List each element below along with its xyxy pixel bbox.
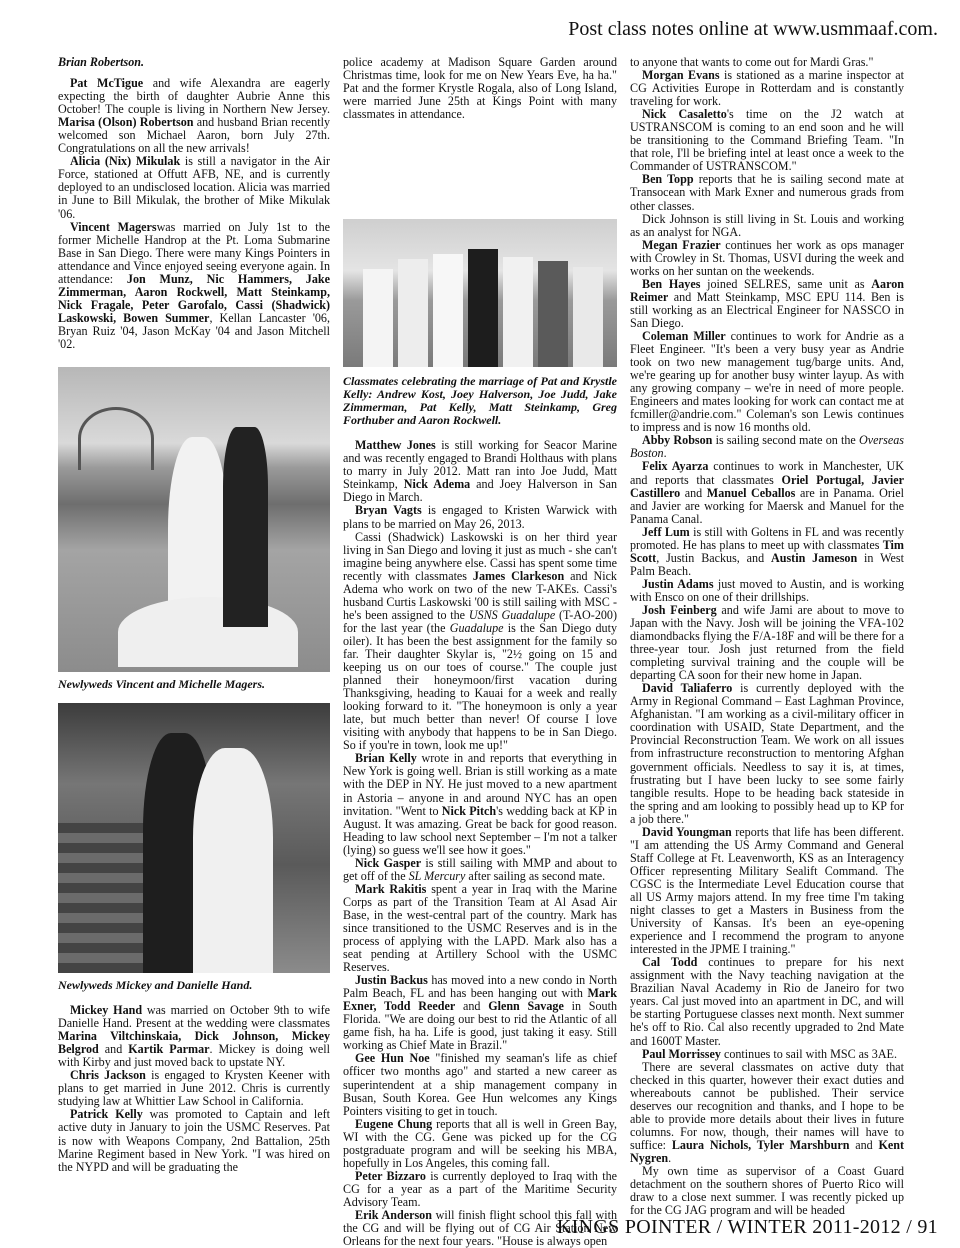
name-text: Pat McTigue [70,76,144,91]
body-text: continues to work for Andrie as a Fleet Engineer. "It's been a very busy year as Andrie took on two new management tug/barge units. And, we're gearing up for another busy winter layup. As with any growing company – we're in need of more people. Engineers and mates looking for work can contact me at fcmiller@andrie.com." Coleman's son Lewis continues to impress and is now 16 months old. [630,328,905,435]
name-text: Jon Munz, Nic Hammers, Jake Zimmerman, Aaron Rockwell, Matt Steinkamp, Nick Fragale, Peter Garofalo, Cassi (Shadwick) Laskowski, Bowen Summer [58,271,330,325]
name-text: Felix Ayarza [642,459,709,474]
body-text: reports that all is well in Green Bay, WI with the CG. Gene was picked up for the CG postgraduate program and will be seeking his MBA, hopefully in Los Angeles, this coming fall. [343,1116,617,1170]
name-text: Austin Jameson [771,550,858,565]
wedding-photo-hand [58,703,330,973]
paragraph [58,77,330,155]
name-text: Aaron Reimer [630,276,904,304]
name-text: David Youngman [642,824,732,839]
name-text: David Taliaferro [642,681,733,696]
paragraph [343,531,617,753]
paragraph [630,1061,904,1165]
paragraph [343,1118,617,1170]
photo-caption: Newlyweds Vincent and Michelle Magers. [58,677,265,692]
body-text: and husband Brian recently welcomed son Michael Aaron, born July 27th. Congratulations on all the new arrivals! [58,115,330,156]
name-text: Erik Anderson [355,1208,432,1222]
photo-caption: Newlyweds Mickey and Danielle Hand. [58,978,253,993]
body-text: has moved into a new condo in North Palm Beach, FL and has been hanging out with [343,973,617,1001]
body-text: is currently deployed with the Army in Regional Command – East Laghman Province, Afghanistan. "I am working as a civil-military officer in coordination with USAID, State Department, and the Provincial Reconstruction Team. We work on all issues from infrastructure reconstruction to mentoring Afghan government officials. Needless to say it is, at times, frustrating but I have been lucky to see some fairly tangible results. Hope to be heading back stateside in the spring and am looking to possibly head up to KP for a job there." [630,681,904,826]
name-text: Megan Frazier [642,237,721,252]
column-2 [343,56,617,1248]
paragraph [58,1004,330,1069]
body-text: wrote in and reports that everything in New York is going well. Brian is still working as a mate with the DEP in NY. He just moved to a new apartment in Astoria – anyone in and around NYC has an open invitation. "Went to [343,751,617,818]
body-text: and wife Jami are about to move to Japan with the Navy. Josh will be joining the VFA-102 diamondbacks flying the F/A-18F and will be there for a three-year tour. Josh just returned from the field completing survival training and the couple will be departing CA soon for their new home in Japan. [630,602,904,683]
paragraph [630,956,904,1047]
column-1 [58,56,330,1174]
paragraph [58,56,330,69]
name-text: Ben Hayes [642,276,701,291]
name-text: Kent Nygren [630,1137,904,1165]
paragraph [343,752,617,856]
name-text: Morgan Evans [642,68,720,83]
column-3 [630,56,904,1217]
name-text: Peter Bizzaro [355,1168,426,1183]
body-text: There are several classmates on active duty that checked in this quarter, however their exact duties and whereabouts cannot be published. Their service deserves our recognition and thanks, and I hope to be able to provide more details about their lives in future columns. For now, though, their names will have to suffice: [630,1059,904,1152]
body-text: and [680,485,707,500]
body-text: and Nick Adema who work on two of the new T-AKEs. Cassi's husband Curtis Laskowski '00 is still sailing with MSC - he's been assigned to the [343,568,617,622]
body-text: is the San Diego duty oiler). It has been the best assignment for the family so far. Their daughter Skylar is, "2½ going on 15 and keeping us on our toes of course." The couple just planned their honeymoon/first vacation during Thanksgiving, heading to Kauai for a week and really looking forward to it. "The honeymoon is only a year late, but much better than never! Of course I love visiting with anybody that happens to be in San Diego. So if you're in town, look me up!" [343,620,617,753]
body-text: continues to work in Manchester, UK and reports that classmates [630,459,905,487]
body-text: , Kellan Lancaster '06, Bryan Ruiz '04, Jason McKay '04 and Jason Mitchell '02. [58,310,330,351]
paragraph [58,221,330,351]
paragraph [630,604,904,682]
body-text: was married on October 9th to wife Danielle Hand. Present at the wedding were classmates [58,1003,330,1031]
body-text: and Joey Halverson in San Diego in March. [343,477,618,505]
group-photo-kelly-wedding [343,219,617,367]
paragraph [630,578,904,604]
paragraph [343,883,617,974]
paragraph [630,460,904,525]
name-text: Marina Viltchinskaia, Dick Johnson, Mickey Belgrod [58,1029,330,1057]
name-text: Ben Topp [642,172,694,187]
online-notes-header: Post class notes online at www.usmmaaf.com. [568,18,938,40]
body-text: is engaged to Krysten Keener with plans to get married in June 2012. Chris is currently studying law at Whittier Law School in California. [58,1068,330,1109]
name-text: Alicia (Nix) Mikulak [70,154,181,169]
name-text: Gee Hun Noe [355,1051,430,1066]
name-text: Brian Kelly [355,751,417,766]
body-text: and [98,1042,129,1057]
name-text: Justin Backus [355,973,428,988]
body-text: , Justin Backus, and [656,550,772,565]
name-text: Vincent Magers [70,219,157,234]
body-text: are in Panama. Oriel and Javier are working for Maersk and Manuel for the Panama Canal. [630,485,905,526]
body-text: . [668,1150,672,1165]
body-text: in West Palm Beach. [630,550,904,578]
ship-name: SL Mercury [408,868,466,883]
name-text: Justin Adams [642,576,714,591]
name-text: Nick Pitch [441,803,497,818]
body-text: just moved to Austin, and is working with Ensco on one of their drillships. [630,576,904,604]
name-text: Jeff Lum [642,524,690,539]
paragraph [58,1108,330,1173]
body-text: 's time on the J2 watch at USTRANSCOM is coming to an end soon and he will be transitioning to the Command Briefing Team. "In that role, I'll be briefing intel at least once a week to the Commander of USTRANSCOM." [630,107,905,174]
name-text: Nick Casaletto [642,107,727,122]
name-text: Josh Feinberg [642,602,717,617]
page-folio: KINGS POINTER / WINTER 2011-2012 / 91 [556,1216,938,1238]
paragraph [343,1052,617,1117]
body-text: continues her work as ops manager with Crowley in St. Thomas, USVI during the week and works on her suntan on the weekends. [630,237,904,278]
name-text: James Clarkeson [472,568,565,583]
body-text: . [663,446,667,461]
paragraph: to anyone that wants to come out for Mardi Gras." [630,55,874,69]
body-text: is still a navigator in the Air Force, stationed at Offutt AFB, NE, and is currently deployed to an undisclosed location. Alicia was married in June to Bill Mikulak, the brother of Mike Mikulak '06. [58,154,330,221]
paragraph [343,974,617,1052]
paragraph [343,857,617,883]
wedding-photo-magers [58,367,330,672]
paragraph [630,330,904,434]
body-text: is engaged to Kristen Warwick with plans to be married on May 26, 2013. [343,503,617,531]
name-text: Paul Morrissey [642,1046,721,1061]
paragraph [630,108,904,173]
body-text: is still sailing with MMP and about to get off of the [343,855,617,883]
body-text: in South Florida. "We are doing our best to rid the Atlantic of all game fish, ha ha. Life is good, just taking it easy. Still working as Chief Mate in Brazil." [343,999,617,1053]
body-text: is still working for Seacor Marine and was recently engaged to Brandi Holthaus with plans to marry in July 2012. Matt ran into Joe Judd, Matt Steinkamp, [343,438,618,492]
body-text: is currently deployed to Iraq with the CG for a year as a part of the Maritime Security Advisory Team. [343,1168,617,1209]
paragraph [630,69,904,108]
name-text: Oriel Portugal, Javier Castillero [630,472,904,500]
body-text: reports that he is sailing second mate at Transocean with Mark Exner and numerous grads from other classes. [630,172,904,213]
body-text: will finish flight school this fall with the CG and will be flying out of CG Air Station New Orleans for the next four years. "House is always open [343,1208,618,1248]
paragraph [343,504,617,530]
name-text: Patrick Kelly [70,1107,143,1122]
paragraph [630,682,904,826]
body-text: Cassi (Shadwick) Laskowski is on her third year living in San Diego and loving it just as much - she can't imagine being anywhere else. Cassi has spent some time recently with classmates [343,529,617,583]
body-text: and [849,1137,879,1152]
body-text: 's wedding back at KP in August. It was amazing. Great be back for good reason. Heading to law school next September – I'm not a talker (lying) so guess we'll see how it goes." [343,803,617,857]
name-text: Glenn Savage [488,999,564,1014]
name-text: Brian Robertson. [58,55,145,69]
paragraph [343,1170,617,1209]
paragraph: police academy at Madison Square Garden around Christmas time, look for me on New Years Eve, ha ha." Pat and the former Krystle Rogala, also of Long Island, were married June 25th at Kings Point with many classmates in attendance. [343,55,617,122]
paragraph: Dick Johnson is still living in St. Louis and working as an analyst for NGA. [630,211,904,239]
photo-caption: Classmates celebrating the marriage of Pat and Krystle Kelly: Andrew Kost, Joey Halverson, Joe Judd, Jake Zimmerman, Pat Kelly, Matt Steinkamp, Greg Forthuber and Aaron Rockwell. [343,374,617,428]
name-text: Laura Nichols, Tyler Marshburn [671,1137,850,1152]
body-text: (T-AO-200) for the last year (the [343,607,617,635]
name-text: Nick Adema [403,477,471,492]
paragraph [630,278,904,330]
name-text: Abby Robson [642,433,713,448]
body-text: spent a year in Iraq with the Marine Corps as part of the Transition Team at Al Asad Air Base, in the west-central part of the country. Mark has since transitioned to the USMC Reserves and is in the process of applying with the LAPD. Mark also has a seat pending at Artillery School with the USMC Reserves. [343,881,617,975]
body-text: "finished my seaman's life as chief officer two months ago" and started a new career as superintendent at a ship management company in Busan, South Korea. Gee Hun welcomes any Kings Pointers visiting to get in touch. [343,1051,617,1118]
paragraph [58,1069,330,1108]
paragraph [630,434,904,460]
body-text: continues to prepare for his next assignment with the Navy teaching navigation at the Brazilian Naval Academy in Rio de Janeiro for two years. Cal just moved into an apartment in DC, and will be starting Portuguese classes next month. Next summer he's off to Rio. Cal also recently upgraded to 2nd Mate and 1600T Master. [630,955,905,1048]
name-text: Mark Exner, Todd Reeder [343,986,617,1014]
body-text: and [455,999,489,1014]
paragraph: My own time as supervisor of a Coast Guard detachment on the southern shores of Puerto Rico will draw to a close next summer. I was recently picked up for the CG JAG program and will be headed [630,1163,904,1218]
ship-name: Overseas Boston [630,433,904,461]
body-text: and Matt Steinkamp, MSC EPU 114. Ben is still working as an Electrical Engineer for NASSCO in San Diego. [630,289,904,330]
name-text: Kartik Parmar [128,1042,210,1057]
name-text: Marisa (Olson) Robertson [58,115,194,130]
body-text: joined SELRES, same unit as [700,276,872,291]
body-text: reports that life has been different. "I am attending the US Army Command and General Staff College at Ft. Leavenworth, KS as an Interagency Officer representing Military Sealift Command. The CGSC is the Intermediate Level Education course that all US Army majors attend. In my free time I'm taking night classes to get a Masters in Business from the University of Kansas. It's been an eye-opening experience and I recommend the program to anyone interested in the JPME I training." [630,824,904,957]
paragraph [630,173,904,212]
body-text: and wife Alexandra are eagerly expecting the birth of daughter Aubrie Anne this October! The couple is living in Northern New Jersey. [58,76,330,117]
body-text: continues to sail with MSC as 3AE. [720,1046,897,1061]
name-text: Coleman Miller [642,328,726,343]
paragraph [343,439,617,504]
body-text: after sailing as second mate. [465,868,606,883]
body-text: is sailing second mate on the [712,433,859,448]
name-text: Nick Gasper [355,855,422,870]
name-text: Chris Jackson [70,1068,146,1083]
name-text: Mark Rakitis [355,881,427,896]
name-text: Manuel Ceballos [706,485,796,500]
name-text: Bryan Vagts [355,503,422,518]
body-text: was married on July 1st to the former Michelle Handrop at the Pt. Loma Submarine Base in San Diego. There were many Kings Pointers in attendance and Vince enjoyed seeing everyone again. In attendance: [58,219,330,286]
body-text: . Mickey is doing well with Kirby and just moved back to upstate NY. [58,1042,330,1070]
name-text: Eugene Chung [355,1116,433,1131]
name-text: Tim Scott [630,537,904,565]
paragraph [630,526,904,578]
name-text: Mickey Hand [70,1003,143,1018]
body-text: is stationed as a marine inspector at CG Activities Europe in Rotterdam and is constantly traveling for work. [630,68,904,109]
body-text: is still with Goltens in FL and was recently promoted. He has plans to meet up with classmates [630,524,904,552]
paragraph [630,826,904,956]
paragraph [630,239,904,278]
ship-name: Guadalupe [449,620,504,635]
body-text: was promoted to Captain and left active duty in January to join the USMC Reserves. Pat is now with Weapons Company, 2nd Battalion, 25th Marine Regiment based in New York. "I was hired on the NYPD and will be graduating the [58,1107,330,1174]
paragraph [58,155,330,220]
name-text: Matthew Jones [355,438,436,453]
name-text: Cal Todd [642,955,698,970]
ship-name: USNS Guadalupe [468,607,556,622]
